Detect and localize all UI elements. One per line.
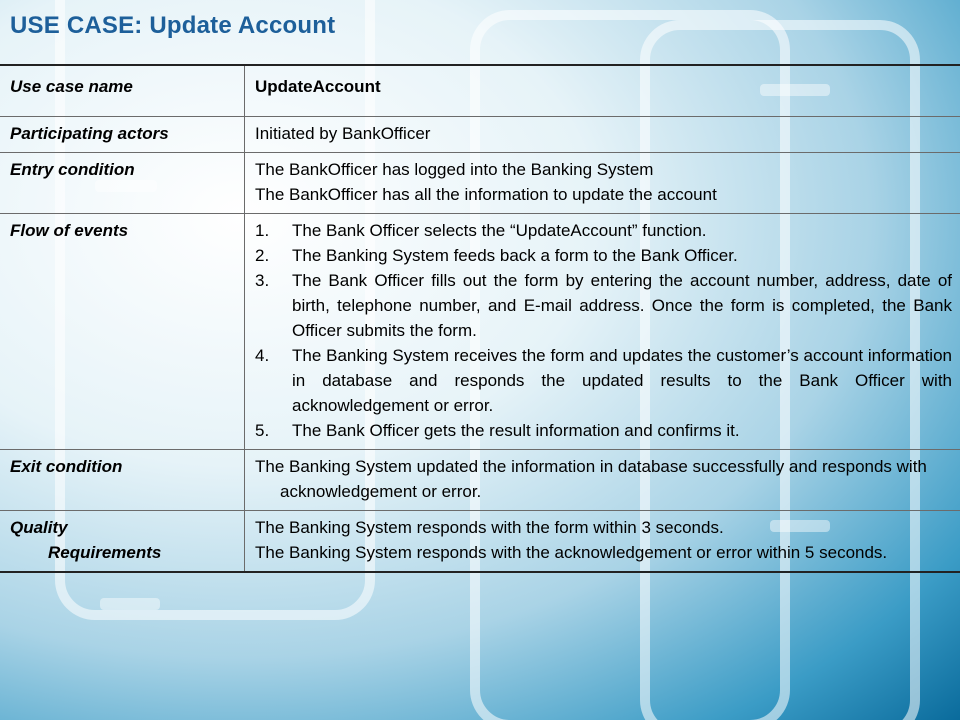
list-item [255,343,952,418]
step-number: 2. [255,246,270,265]
table-row [0,117,960,153]
quality-requirement-line: The Banking System responds with the acknowledgement or error within 5 seconds. [255,543,888,562]
flow-of-events-value [245,214,960,450]
step-number: 4. [255,346,270,365]
table-row [0,153,960,214]
step-number: 3. [255,271,270,290]
row-header: Flow of events [0,214,245,450]
flow-of-events-list [255,218,952,443]
row-header: Exit condition [0,450,245,511]
participating-actors-value: Initiated by BankOfficer [245,117,960,153]
step-text: The Banking System feeds back a form to the Bank Officer. [292,246,738,265]
table-row [0,214,960,450]
table-row [0,450,960,511]
list-item [255,243,952,268]
quality-requirement-line: The Banking System responds with the form within 3 seconds. [255,518,724,537]
use-case-name-value: UpdateAccount [245,65,960,117]
step-text: The Banking System receives the form and updates the customer’s account information in database and responds the updated results to the Bank Officer with acknowledgement or error. [292,346,952,415]
background-decoration [100,598,160,610]
list-item [255,268,952,343]
row-header [0,511,245,573]
row-header: Participating actors [0,117,245,153]
step-text: The Bank Officer selects the “UpdateAccount” function. [292,221,707,240]
table-row [0,65,960,117]
row-header-line: Requirements [48,543,162,562]
quality-requirements-value [245,511,960,573]
exit-condition-value [245,450,960,511]
step-number: 5. [255,421,270,440]
entry-condition-line: The BankOfficer has logged into the Banking System [255,160,654,179]
step-text: The Bank Officer gets the result information and confirms it. [292,421,740,440]
row-header-line: Quality [10,518,68,537]
step-number: 1. [255,221,270,240]
exit-condition-text: The Banking System updated the information in database successfully and responds with acknowledgement or error. [255,457,927,501]
entry-condition-value [245,153,960,214]
list-item [255,418,952,443]
entry-condition-line: The BankOfficer has all the information to update the account [255,185,717,204]
use-case-table [0,64,960,573]
row-header: Use case name [0,65,245,117]
row-header: Entry condition [0,153,245,214]
table-row [0,511,960,573]
slide-title: USE CASE: Update Account [10,12,336,39]
step-text: The Bank Officer fills out the form by entering the account number, address, date of birth, telephone number, and E-mail address. Once the form is completed, the Bank Officer submits the form. [292,271,952,340]
list-item [255,218,952,243]
